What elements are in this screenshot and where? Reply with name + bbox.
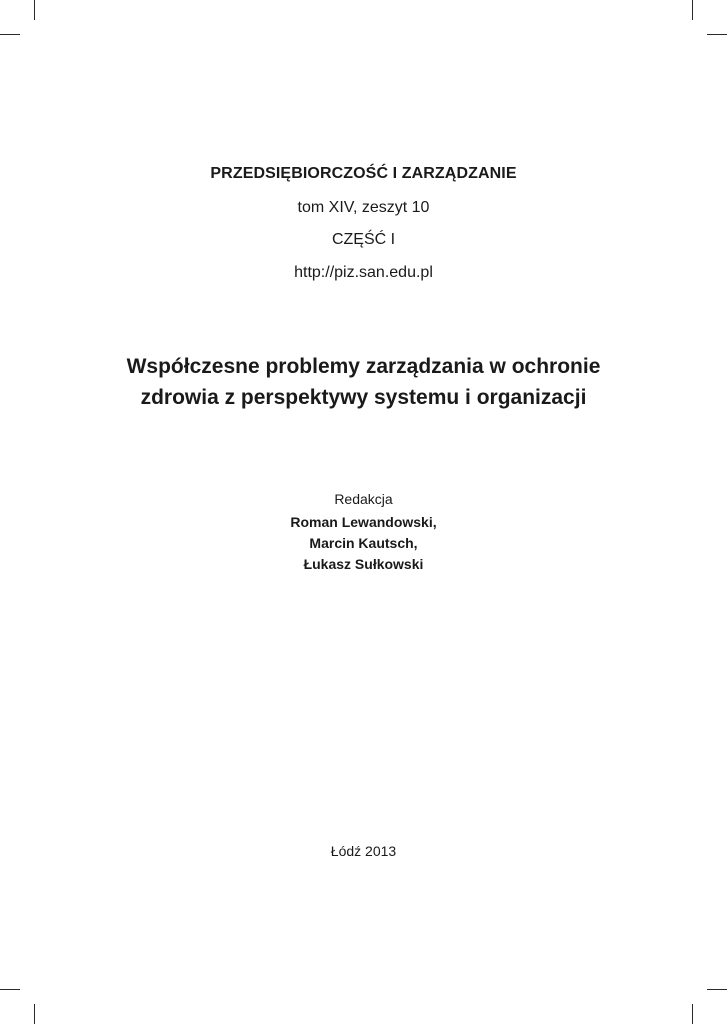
volume-info: tom XIV, zeszyt 10 [297, 199, 430, 216]
crop-mark-bottom-left-horizontal [0, 989, 20, 990]
editors-list [0, 512, 727, 575]
crop-mark-bottom-left-vertical [34, 1004, 35, 1024]
editors-label: Redakcja [334, 491, 393, 507]
crop-mark-bottom-right-horizontal [707, 989, 727, 990]
crop-mark-top-right-vertical [692, 0, 693, 20]
imprint-place-year: Łódź 2013 [330, 843, 397, 859]
part-info: CZĘŚĆ I [331, 231, 396, 248]
crop-mark-top-left-vertical [34, 0, 35, 20]
crop-mark-top-left-horizontal [0, 34, 20, 35]
crop-mark-bottom-right-vertical [692, 1004, 693, 1024]
book-title [0, 351, 727, 413]
editor-name: Marcin Kautsch, [309, 535, 418, 551]
series-title: PRZEDSIĘBIORCZOŚĆ I ZARZĄDZANIE [210, 165, 517, 182]
journal-url: http://piz.san.edu.pl [294, 264, 433, 281]
editor-name: Roman Lewandowski, [290, 514, 437, 530]
book-title-line: zdrowia z perspektywy systemu i organizacji [140, 386, 587, 409]
crop-mark-top-right-horizontal [707, 34, 727, 35]
book-title-line: Współczesne problemy zarządzania w ochronie [126, 355, 601, 378]
editor-name: Łukasz Sułkowski [303, 556, 424, 572]
